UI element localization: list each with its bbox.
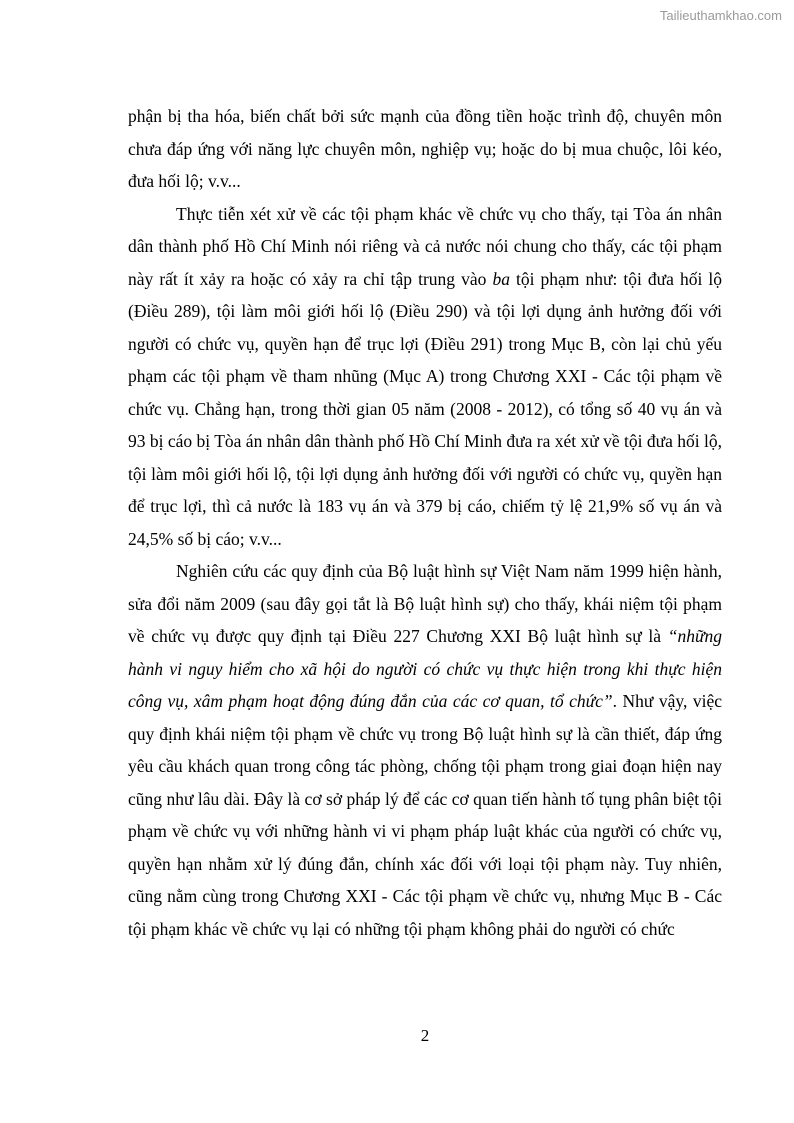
- document-body: [128, 100, 722, 945]
- paragraph-run: Nghiên cứu các quy định của Bộ luật hình sự Việt Nam năm 1999 hiện hành, sửa đổi năm 2009 (sau đây gọi tắt là Bộ luật hình sự) cho thấy, khái niệm tội phạm về chức vụ được quy định tại Điều 227 Chương XXI Bộ luật hình sự là: [128, 561, 722, 646]
- paragraph-run: tội phạm như: tội đưa hối lộ (Điều 289), tội làm môi giới hối lộ (Điều 290) và tội lợi dụng ảnh hưởng đối với người có chức vụ, quyền hạn để trục lợi (Điều 291) trong Mục B, còn lại chủ yếu phạm các tội phạm về tham nhũng (Mục A) trong Chương XXI - Các tội phạm về chức vụ. Chẳng hạn, trong thời gian 05 năm (2008 - 2012), có tổng số 40 vụ án và 93 bị cáo bị Tòa án nhân dân thành phố Hồ Chí Minh đưa ra xét xử về tội đưa hối lộ, tội làm môi giới hối lộ, tội lợi dụng ảnh hưởng đối với người có chức vụ, quyền hạn để trục lợi, thì cả nước là 183 vụ án và 379 bị cáo, chiếm tỷ lệ 21,9% số vụ án và 24,5% số bị cáo; v.v...: [128, 268, 722, 549]
- page-number: 2: [420, 1026, 430, 1045]
- paragraph-run: . Như vậy, việc quy định khái niệm tội phạm về chức vụ trong Bộ luật hình sự là cần thiết, đáp ứng yêu cầu khách quan trong công tác phòng, chống tội phạm trong giai đoạn hiện nay cũng như lâu dài. Đây là cơ sở pháp lý để các cơ quan tiến hành tố tụng phân biệt tội phạm về chức vụ với những hành vi vi phạm pháp luật khác của người có chức vụ, quyền hạn nhằm xử lý đúng đắn, chính xác đối với loại tội phạm này. Tuy nhiên, cũng nằm cùng trong Chương XXI - Các tội phạm về chức vụ, nhưng Mục B - Các tội phạm khác về chức vụ lại có những tội phạm không phải do người có chức: [128, 691, 722, 939]
- paragraph-run-italic: “những hành vi nguy hiểm cho xã hội do người có chức vụ thực hiện trong khi thực hiện công vụ, xâm phạm hoạt động đúng đắn của các cơ quan, tổ chức”: [128, 626, 722, 711]
- paragraph-run: phận bị tha hóa, biến chất bởi sức mạnh của đồng tiền hoặc trình độ, chuyên môn chưa đáp ứng với năng lực chuyên môn, nghiệp vụ; hoặc do bị mua chuộc, lôi kéo, đưa hối lộ; v.v...: [128, 106, 722, 191]
- paragraph-run: Thực tiễn xét xử về các tội phạm khác về chức vụ cho thấy, tại Tòa án nhân dân thành phố Hồ Chí Minh nói riêng và cả nước nói chung cho thấy, các tội phạm này rất ít xảy ra hoặc có xảy ra chỉ tập trung vào: [128, 203, 722, 289]
- paragraph: [128, 100, 722, 198]
- paragraph: [128, 555, 722, 945]
- watermark-text: Tailieuthamkhao.com: [659, 8, 782, 23]
- paragraph-run-italic: ba: [492, 268, 510, 289]
- paragraph: [128, 198, 722, 556]
